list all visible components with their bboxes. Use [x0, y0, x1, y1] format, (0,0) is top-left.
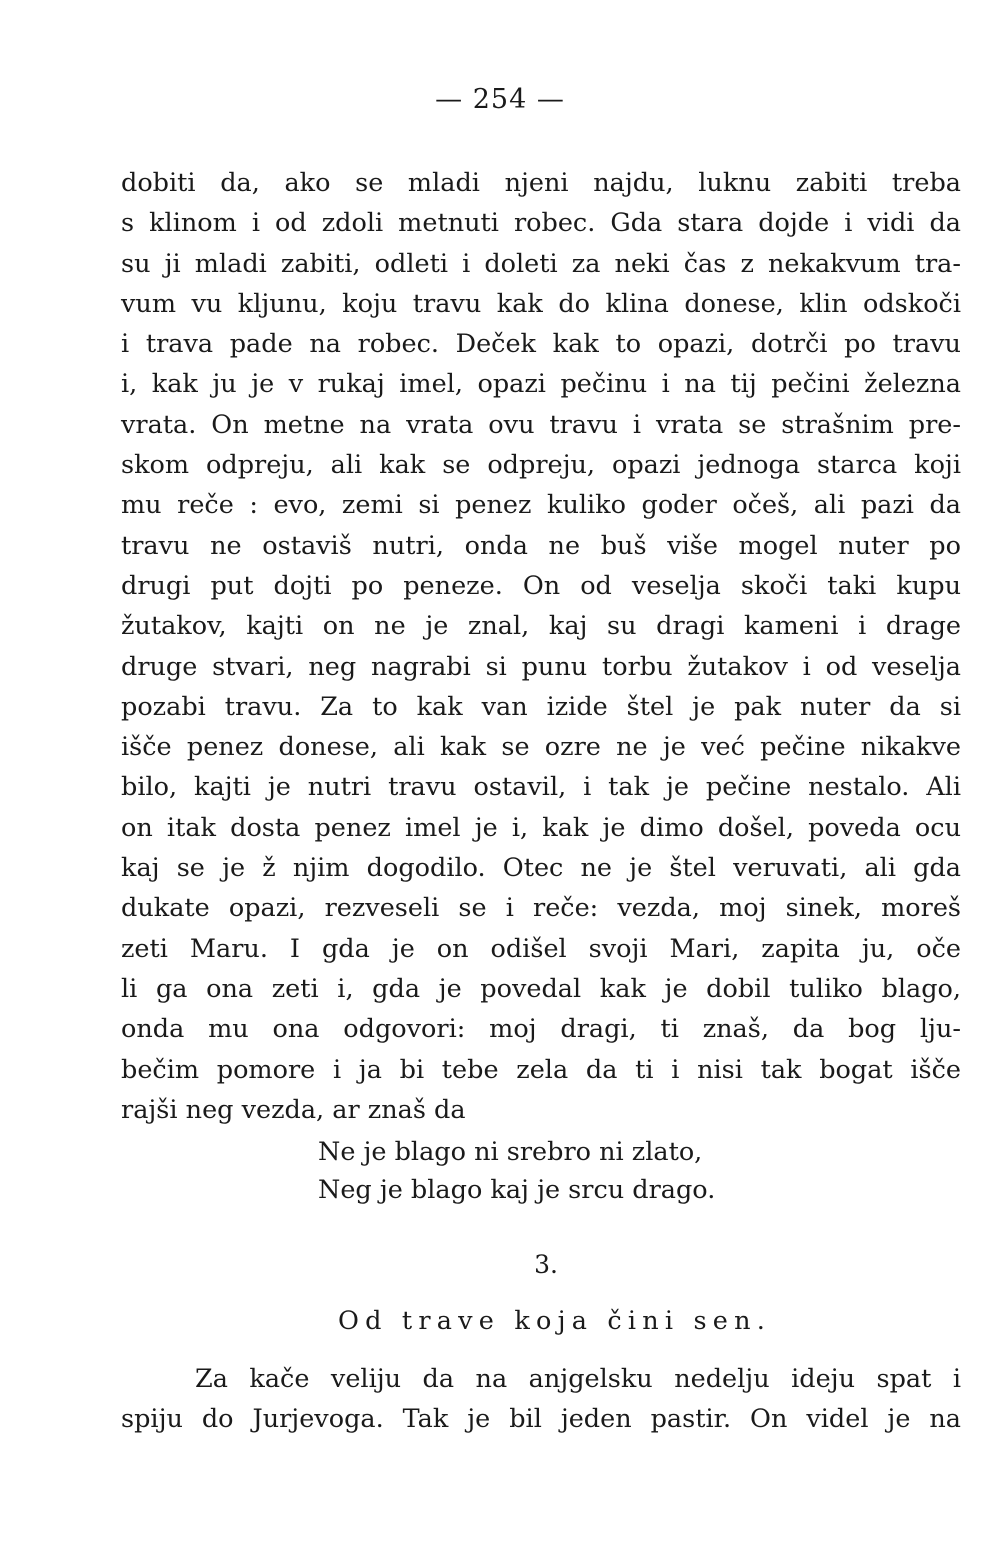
text-line: s klinom i od zdoli metnuti robec. Gda stara dojde i vidi da: [121, 208, 961, 239]
text-line: Za kače veliju da na anjgelsku nedelju ideju spat i: [195, 1364, 961, 1394]
text-line: pozabi travu. Za to kak van izide štel je pak nuter da si: [121, 691, 961, 722]
text-line: skom odpreju, ali kak se odpreju, opazi jednoga starca koji: [121, 450, 961, 481]
text-line: li ga ona zeti i, gda je povedal kak je dobil tuliko blago,: [121, 973, 961, 1004]
text-line: i trava pade na robec. Deček kak to opazi, dotrči po travu: [121, 329, 961, 360]
text-line: kaj se je ž njim dogodilo. Otec ne je štel veruvati, ali gda: [121, 853, 961, 884]
text-line: dukate opazi, rezveseli se i reče: vezda, moj sinek, moreš: [121, 893, 961, 924]
verse-line: Neg je blago kaj je srcu drago.: [318, 1175, 716, 1205]
text-line: vum vu kljunu, koju travu kak do klina donese, klin odskoči: [121, 288, 961, 319]
text-line: bečim pomore i ja bi tebe zela da ti i nisi tak bogat išče: [121, 1054, 961, 1085]
text-line: travu ne ostaviš nutri, onda ne buš više mogel nuter po: [121, 530, 961, 561]
text-line: rajši neg vezda, ar znaš da: [121, 1094, 466, 1125]
text-line: dobiti da, ako se mladi njeni najdu, luknu zabiti treba: [121, 168, 961, 198]
text-line: zeti Maru. I gda je on odišel svoji Mari, zapita ju, oče: [121, 933, 961, 964]
text-line: i, kak ju je v rukaj imel, opazi pečinu i na tij pečini železna: [121, 369, 961, 400]
verse: [318, 1133, 818, 1209]
verse-line: Ne je blago ni srebro ni zlato,: [318, 1137, 703, 1167]
text-line: drugi put dojti po peneze. On od veselja skoči taki kupu: [121, 570, 961, 601]
text-line: vrata. On metne na vrata ovu travu i vrata se strašnim pre-: [121, 409, 961, 440]
text-line: žutakov, kajti on ne je znal, kaj su dragi kameni i drage: [121, 611, 961, 642]
page-number: — 254 —: [435, 84, 565, 115]
text-line: onda mu ona odgovori: moj dragi, ti znaš, da bog lju-: [121, 1014, 961, 1045]
text-line: išče penez donese, ali kak se ozre ne je već pečine nikakve: [121, 732, 961, 763]
paragraph-2: [121, 1359, 961, 1440]
text-line: spiju do Jurjevoga. Tak je bil jeden pastir. On videl je na: [121, 1404, 961, 1435]
text-line: bilo, kajti je nutri travu ostavil, i tak je pečine nestalo. Ali: [121, 772, 961, 803]
text-line: su ji mladi zabiti, odleti i doleti za neki čas z nekakvum tra-: [121, 248, 961, 279]
paragraph-1: [121, 163, 961, 1130]
text-line: druge stvari, neg nagrabi si punu torbu žutakov i od veselja: [121, 651, 961, 682]
section-title: Od trave koja čini sen.: [338, 1306, 772, 1336]
text-line: on itak dosta penez imel je i, kak je dimo došel, poveda ocu: [121, 812, 961, 843]
section-number: 3.: [534, 1250, 558, 1279]
text-line: mu reče : evo, zemi si penez kuliko goder očeš, ali pazi da: [121, 490, 961, 521]
